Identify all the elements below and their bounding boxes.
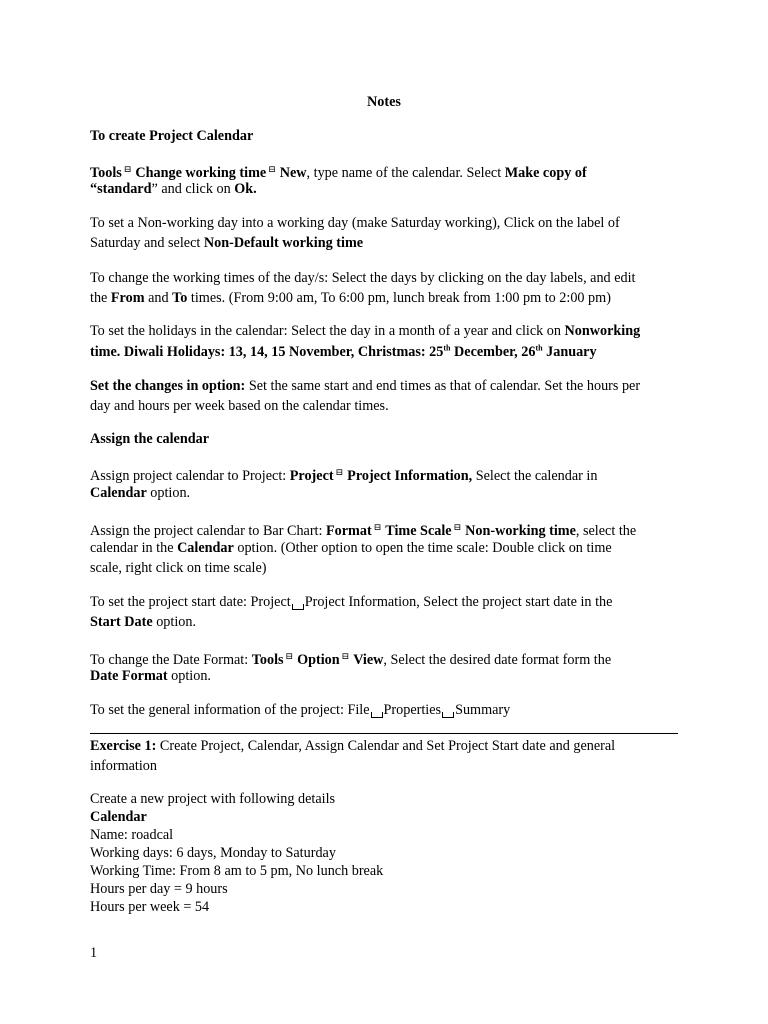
paragraph-general-info: To set the general information of the project: File Properties Summary (90, 702, 511, 718)
exercise-working-days: Working days: 6 days, Monday to Saturday (90, 845, 336, 861)
arrow-icon: ⊟ (373, 522, 382, 532)
paragraph-changes-line2: day and hours per week based on the calendar times. (90, 398, 389, 414)
paragraph-nonworking-line2: Saturday and select Non-Default working time (90, 235, 364, 251)
exercise-hours-week: Hours per week = 54 (90, 899, 210, 915)
paragraph-changes-line1: Set the changes in option: Set the same start and end times as that of calendar. Set the hours per (90, 378, 641, 394)
paragraph-working-times-line1: To change the working times of the day/s: Select the days by clicking on the day labels, and edit (90, 270, 636, 286)
separator-icon (371, 712, 383, 718)
page-title: Notes (367, 94, 401, 110)
paragraph-holidays-line1: To set the holidays in the calendar: Select the day in a month of a year and click on Nonworking (90, 323, 641, 339)
exercise-intro: Create a new project with following details (90, 791, 336, 807)
exercise-working-time: Working Time: From 8 am to 5 pm, No lunch break (90, 863, 384, 879)
paragraph-tools-line1: Tools ⊟ Change working time ⊟ New, type name of the calendar. Select Make copy of (90, 159, 587, 183)
paragraph-start-date-line1: To set the project start date: Project Project Information, Select the project start date in the (90, 594, 613, 610)
paragraph-assign-bar-line3: scale, right click on time scale) (90, 560, 267, 576)
heading-create-calendar: To create Project Calendar (90, 128, 254, 144)
paragraph-date-format-line1: To change the Date Format: Tools ⊟ Option ⊟ View, Select the desired date format form the (90, 646, 611, 670)
paragraph-assign-bar-line2: calendar in the Calendar option. (Other option to open the time scale: Double click on time (90, 540, 612, 556)
arrow-icon: ⊟ (285, 651, 294, 661)
arrow-icon: ⊟ (453, 522, 462, 532)
paragraph-tools-line2: “standard” and click on Ok. (90, 181, 257, 197)
heading-assign-calendar: Assign the calendar (90, 431, 210, 447)
paragraph-date-format-line2: Date Format option. (90, 668, 211, 684)
exercise-calendar-heading: Calendar (90, 809, 147, 825)
paragraph-nonworking-line1: To set a Non-working day into a working day (make Saturday working), Click on the label of (90, 215, 620, 231)
paragraph-assign-project-line1: Assign project calendar to Project: Project ⊟ Project Information, Select the calendar in (90, 462, 597, 486)
paragraph-holidays-line2: time. Diwali Holidays: 13, 14, 15 November, Christmas: 25th December, 26th January (90, 343, 597, 360)
exercise-name: Name: roadcal (90, 827, 174, 843)
separator-icon (442, 712, 454, 718)
arrow-icon: ⊟ (123, 164, 132, 174)
paragraph-assign-project-line2: Calendar option. (90, 485, 191, 501)
arrow-icon: ⊟ (341, 651, 350, 661)
separator-icon (292, 604, 304, 610)
paragraph-start-date-line2: Start Date option. (90, 614, 196, 630)
exercise-line2: information (90, 758, 157, 774)
exercise-line1: Exercise 1: Create Project, Calendar, Assign Calendar and Set Project Start date and general (90, 738, 616, 754)
paragraph-working-times-line2: the From and To times. (From 9:00 am, To 6:00 pm, lunch break from 1:00 pm to 2:00 pm) (90, 290, 611, 306)
horizontal-rule (90, 733, 678, 734)
exercise-hours-day: Hours per day = 9 hours (90, 881, 228, 897)
arrow-icon: ⊟ (335, 467, 344, 477)
arrow-icon: ⊟ (268, 164, 276, 174)
paragraph-assign-bar-line1: Assign the project calendar to Bar Chart: Format ⊟ Time Scale ⊟ Non-working time, select the (90, 517, 636, 541)
page-number: 1 (90, 945, 98, 961)
